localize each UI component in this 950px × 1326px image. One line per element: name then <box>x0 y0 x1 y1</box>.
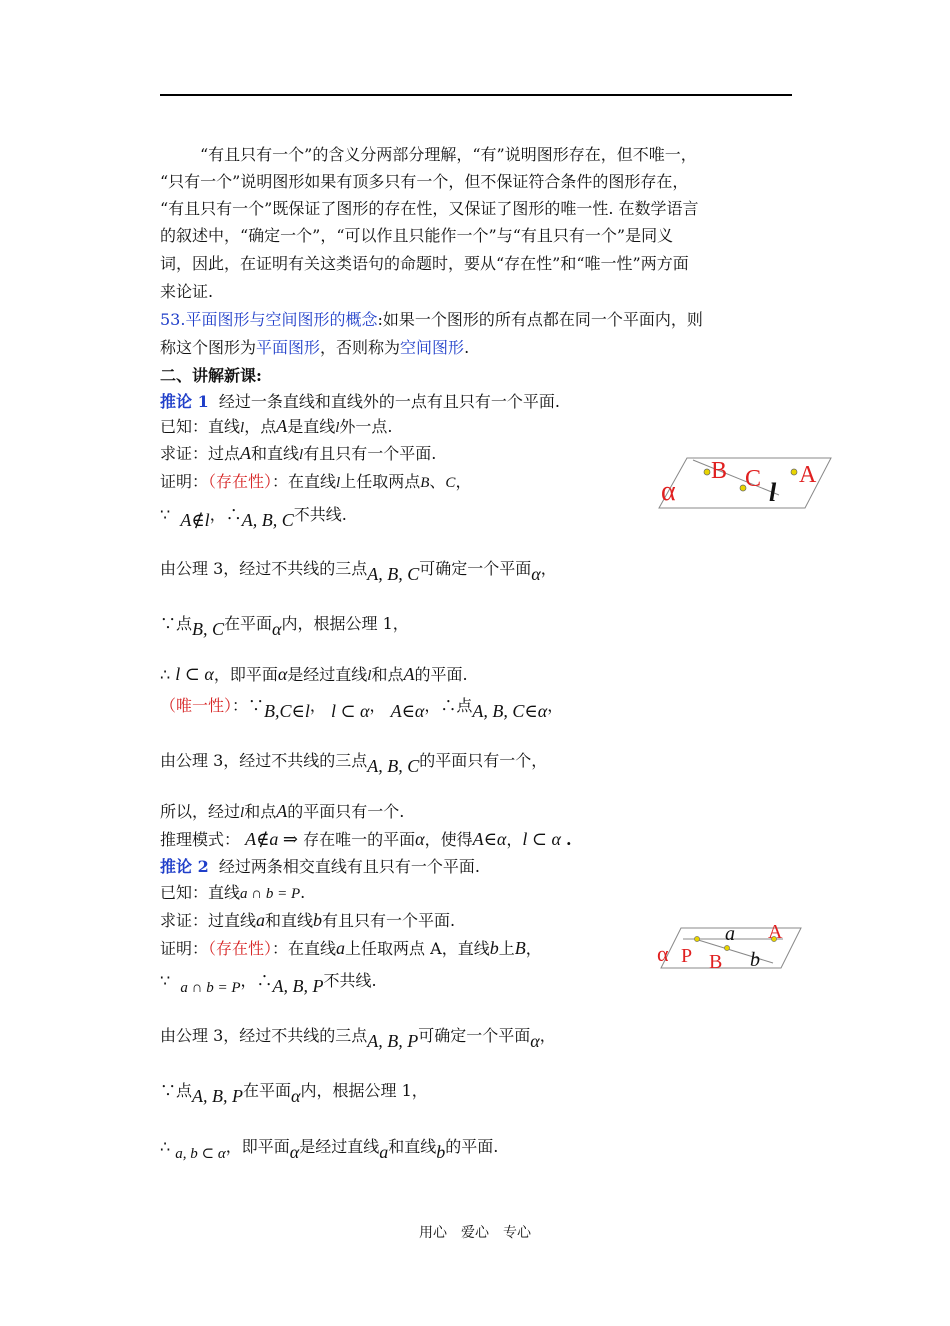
intro-line-1: “有且只有一个”的含义分两部分理解，“有”说明图形存在，但不唯一， <box>200 145 697 164</box>
concept-text: :如果一个图形的所有点都在同一个平面内，则 <box>377 310 703 329</box>
label-b: B <box>711 458 728 484</box>
sym-l: l <box>240 420 245 436</box>
corollary-2-text: 经过两条相交直线有且只有一个平面. <box>218 857 480 876</box>
label-a: A <box>799 462 817 488</box>
intro-line-6: 来论证. <box>160 282 214 301</box>
label-l: l <box>769 478 777 507</box>
a-not-in-l: A∉l <box>180 510 210 530</box>
corollary-1-title: 推论 1 <box>160 392 209 411</box>
c2-axiom3-b: 可确定一个平面 <box>418 1026 531 1045</box>
comma: ， <box>240 971 257 990</box>
c1-so-c: 的平面只有一个. <box>287 802 405 821</box>
c1-pt-c: 内，根据公理 1， <box>281 614 409 633</box>
c1-so-a: 所以，经过 <box>160 802 241 821</box>
intro-line-5: 词，因此，在证明有关这类语句的命题时，要从“存在性”和“唯一性”两方面 <box>160 254 689 273</box>
c1-inference-mode <box>160 829 572 850</box>
c1-concl-c: 和点 <box>371 665 404 684</box>
a-in-alpha: A∈α <box>390 701 425 721</box>
sym-alpha: α <box>415 829 425 849</box>
concept-line-2 <box>160 338 469 358</box>
comma: ， <box>369 696 386 715</box>
since-symbol: ∵ <box>160 505 171 524</box>
sym-l: l <box>240 805 245 821</box>
label-b: B <box>709 951 723 970</box>
c2-proof-b: ：在直线 <box>272 939 337 958</box>
label-alpha: α <box>657 941 669 966</box>
c2-points-in-plane <box>160 1080 428 1106</box>
intro-line-3: “有且只有一个”既保证了图形的存在性，又保证了图形的唯一性. 在数学语言 <box>160 199 699 218</box>
comma: ， <box>547 696 564 715</box>
c2-proof-c: 上任取两点 A，直线 <box>345 939 490 958</box>
c2-concl-c: 和直线 <box>388 1137 437 1156</box>
c1-known-d: 外一点. <box>339 417 393 436</box>
c2-known-b: . <box>300 883 306 902</box>
sym-a-line: a <box>379 1142 389 1162</box>
c1-only-b: 的平面只有一个， <box>419 751 548 770</box>
a-intersect-b: a ∩ b = P <box>240 886 301 902</box>
c1-prove-b: 和直线 <box>251 444 300 463</box>
concept-line-1 <box>160 310 703 330</box>
l-subset-alpha: l ⊂ α <box>175 664 214 684</box>
line-l <box>693 460 779 495</box>
concept-text-a: 称这个图形为 <box>160 338 257 357</box>
c1-known-b: ，点 <box>244 417 277 436</box>
sym-a-point: A <box>240 443 252 463</box>
c1-proof-d: 、 <box>429 472 446 491</box>
space-figure-term: 空间图形 <box>400 338 465 357</box>
since-symbol: ∵ <box>160 971 171 990</box>
c1-only-a: 由公理 3，经过不共线的三点 <box>160 751 368 770</box>
points-abp: A, B, P <box>272 976 324 996</box>
c1-prove <box>160 443 436 465</box>
c2-concl-a: ，即平面 <box>225 1137 290 1156</box>
label-c: C <box>745 466 762 492</box>
point-b-dot <box>724 945 729 950</box>
bc-in-l: B,C∈l <box>264 701 310 721</box>
existence-label: （存在性） <box>208 939 273 958</box>
label-a-line: a <box>725 923 735 945</box>
c1-mode-e: ， <box>506 830 523 849</box>
sym-a-point: A <box>276 801 288 821</box>
comma: ， <box>424 696 441 715</box>
plane-figure-term: 平面图形 <box>256 338 321 357</box>
c1-mode-a: 推理模式： <box>160 830 241 849</box>
c2-axiom3-a: 由公理 3，经过不共线的三点 <box>160 1026 368 1045</box>
c1-concl-a: ，即平面 <box>213 665 278 684</box>
c2-prove-a: 求证：过直线 <box>160 911 257 930</box>
concept-text-b: ，否则称为 <box>320 338 401 357</box>
c2-pt-a: ∵点 <box>160 1081 193 1100</box>
c1-uniq-a: ：∵ <box>232 696 265 715</box>
noncollinear-text: 不共线. <box>293 505 347 524</box>
c1-so-b: 和点 <box>244 802 277 821</box>
c2-proof-exist <box>160 938 542 959</box>
c2-prove <box>160 910 455 931</box>
header-rule <box>160 94 792 96</box>
c1-so <box>160 801 404 823</box>
comma: ， <box>309 696 326 715</box>
sym-b-point: B <box>420 475 430 491</box>
sym-alpha: α <box>277 664 288 684</box>
corollary-2-title: 推论 2 <box>160 857 209 876</box>
mode-condition: A∉a ⇒ <box>245 829 299 849</box>
c1-mode-g: . <box>566 830 572 849</box>
c2-proof-a: 证明： <box>160 939 209 958</box>
c1-proof-b: ：在直线 <box>272 472 337 491</box>
c1-pt-b: 在平面 <box>224 614 273 633</box>
figure-2-plane <box>655 918 805 970</box>
concept-text-c: . <box>464 338 470 357</box>
sym-a-line: a <box>256 910 266 930</box>
sym-a-point: A <box>403 664 415 684</box>
l-subset-alpha: l ⊂ α <box>330 701 370 721</box>
c1-prove-a: 求证：过点 <box>160 444 241 463</box>
comma: ， <box>209 505 226 524</box>
c1-concl-d: 的平面. <box>414 665 468 684</box>
label-b-line: b <box>750 949 760 970</box>
sym-b-line: b <box>313 910 323 930</box>
noncollinear-text: 不共线. <box>323 971 377 990</box>
concept-number: 53. <box>160 310 186 329</box>
c1-known-c: 是直线 <box>287 417 336 436</box>
c2-conclusion <box>160 1136 499 1162</box>
intro-line-4: 的叙述中，“确定一个”，“可以作且只能作一个”与“有且只有一个”是同义 <box>160 226 674 245</box>
sym-alpha: α <box>291 1086 301 1106</box>
point-p-dot <box>694 936 699 941</box>
c1-pt-a: ∵点 <box>160 614 193 633</box>
sym-alpha: α <box>530 1031 540 1051</box>
points-abc: A, B, C <box>241 510 294 530</box>
figure-1-plane <box>655 450 835 512</box>
c1-uniq-b: ∴点 <box>440 696 473 715</box>
label-alpha: α <box>661 476 676 507</box>
c1-mode-c: ，使得 <box>424 830 473 849</box>
points-abp: A, B, P <box>192 1086 244 1106</box>
c1-points-in-plane <box>160 613 409 639</box>
sym-alpha: α <box>289 1142 300 1162</box>
therefore-symbol: ∴ <box>225 505 242 524</box>
c2-concl-b: 是经过直线 <box>299 1137 380 1156</box>
points-bc: B, C <box>192 619 225 639</box>
c1-proof-c: 上任取两点 <box>340 472 421 491</box>
existence-label: （存在性） <box>208 472 273 491</box>
points-abp: A, B, P <box>367 1031 419 1051</box>
sym-a-line: a <box>336 938 346 958</box>
c2-known <box>160 883 305 904</box>
sym-c-point: C <box>445 475 456 491</box>
a-in-alpha: A∈α <box>472 829 507 849</box>
c1-conclusion <box>160 664 468 686</box>
sym-a-point: A <box>276 416 288 436</box>
sym-b-line: b <box>436 1142 446 1162</box>
c2-since-noncollinear <box>160 970 377 996</box>
c2-concl-d: 的平面. <box>445 1137 499 1156</box>
point-a-dot <box>791 469 797 475</box>
c2-pt-c: 内，根据公理 1， <box>300 1081 428 1100</box>
sym-l: l <box>299 447 304 463</box>
c1-proof-a: 证明： <box>160 472 209 491</box>
abc-in-alpha: A, B, C∈α <box>472 701 548 721</box>
c2-axiom3 <box>160 1025 556 1051</box>
sym-l: l <box>367 668 372 684</box>
c1-concl-b: 是经过直线 <box>287 665 368 684</box>
c2-pt-b: 在平面 <box>243 1081 292 1100</box>
c1-known <box>160 416 392 438</box>
concept-title: 平面图形与空间图形的概念 <box>185 310 378 329</box>
point-b-dot <box>704 469 710 475</box>
corollary-1-text: 经过一条直线和直线外的一点有且只有一个平面. <box>218 392 560 411</box>
section-title: 二、讲解新课: <box>160 366 262 385</box>
corollary-2-statement <box>160 857 480 877</box>
sym-l: l <box>335 420 340 436</box>
comma: ， <box>539 1026 556 1045</box>
label-p: P <box>681 945 693 967</box>
c1-axiom3-b: 可确定一个平面 <box>419 559 532 578</box>
c1-uniqueness <box>160 695 564 721</box>
c2-proof-d: 上 <box>498 939 515 958</box>
c2-prove-b: 和直线 <box>265 911 314 930</box>
c2-known-a: 已知：直线 <box>160 883 241 902</box>
points-abc: A, B, C <box>367 756 420 776</box>
sym-l: l <box>336 475 341 491</box>
c1-axiom3-a: 由公理 3，经过不共线的三点 <box>160 559 368 578</box>
c1-since-noncollinear <box>160 504 347 530</box>
uniqueness-label: （唯一性） <box>160 696 233 715</box>
c1-known-a: 已知：直线 <box>160 417 241 436</box>
c1-only-one <box>160 750 548 776</box>
c1-axiom3-c: ， <box>540 559 557 578</box>
intro-line-2: “只有一个”说明图形如果有顶多只有一个，但不保证符合条件的图形存在， <box>160 172 689 191</box>
therefore-symbol: ∴ <box>160 665 171 684</box>
l-subset-alpha: l ⊂ α <box>522 829 561 849</box>
label-a: A <box>768 921 783 943</box>
c1-axiom3 <box>160 558 557 584</box>
corollary-1-statement <box>160 392 560 412</box>
c1-proof-exist <box>160 472 471 493</box>
a-intersect-b: a ∩ b = P <box>180 980 241 996</box>
page-footer: 用心 爱心 专心 <box>419 1225 531 1241</box>
c1-proof-e: ， <box>455 472 472 491</box>
points-abc: A, B, C <box>367 564 420 584</box>
sym-b-point: B <box>514 938 526 958</box>
sym-alpha: α <box>272 619 282 639</box>
therefore-symbol: ∴ <box>160 1137 171 1156</box>
c2-prove-c: 有且只有一个平面. <box>322 911 456 930</box>
c1-prove-c: 有且只有一个平面. <box>303 444 437 463</box>
c1-mode-b: 存在唯一的平面 <box>303 830 416 849</box>
c2-proof-e: ， <box>525 939 542 958</box>
sym-b-line: b <box>489 938 499 958</box>
sym-alpha: α <box>531 564 541 584</box>
ab-subset-alpha: a, b ⊂ α <box>175 1146 226 1162</box>
therefore-symbol: ∴ <box>256 971 273 990</box>
